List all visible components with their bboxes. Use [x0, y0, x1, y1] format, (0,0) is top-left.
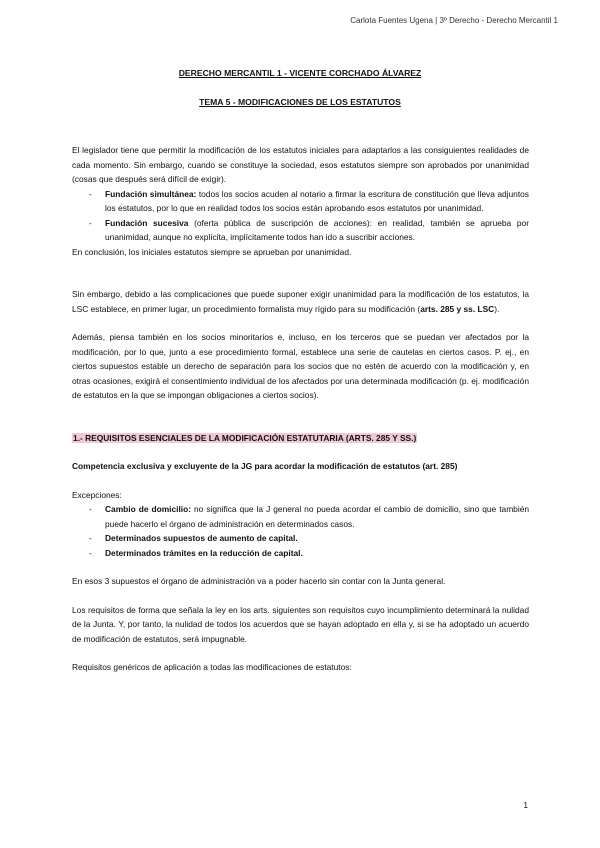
section-heading: 1.- REQUISITOS ESENCIALES DE LA MODIFICACIÓN ESTATUTARIA (ARTS. 285 Y SS.): [73, 432, 417, 443]
topic-title: TEMA 5 - MODIFICACIONES DE LOS ESTATUTOS: [199, 97, 401, 107]
exceptions-label: Excepciones:: [72, 489, 122, 500]
page-number: 1: [523, 800, 528, 810]
running-header: Carlota Fuentes Ugena | 3º Derecho - Derecho Mercantil 1: [350, 16, 558, 25]
list-item: [72, 216, 529, 245]
section-heading-line: [72, 431, 529, 446]
foundation-list: [72, 187, 529, 245]
bullet-term: Cambio de domicilio:: [105, 504, 192, 514]
nullity-paragraph: Los requisitos de forma que señala la ley en los arts. siguientes son requisitos cuyo incumplimiento determinará la nulidad de la Junta. Y, por tanto, la nulidad de todos los acuerdos que se hayan adoptado en ella y, si se ha adoptado un acuerdo de modificación de estatutos, será impugnable.: [72, 604, 529, 644]
conclusion-paragraph: En conclusión, los iniciales estatutos siempre se aprueban por unanimidad.: [72, 246, 352, 257]
list-item: [72, 531, 529, 546]
list-item: [72, 187, 529, 216]
legal-reference: arts. 285 y ss. LSC: [420, 303, 495, 314]
exceptions-list: [72, 502, 529, 560]
admin-organ-paragraph: En esos 3 supuestos el órgano de administración va a poder hacerlo sin contar con la Junta general.: [72, 576, 446, 586]
minority-paragraph: Además, piensa también en los socios minoritarios e, incluso, en los terceros que se puedan ver afectados por la modificación, por lo que, junto a ese procedimiento formal, establece una serie de cautelas en ciertos casos. P. ej., en ciertos supuestos estable un derecho de separación para los socios que no estén de acuerdo con la modificación y, en otras ocasiones, exigirá el consentimiento individual de los afectados por una determinada modificación (p. ej. modificación de estatutos en la que se impongan obligaciones a ciertos socios).: [72, 332, 529, 400]
bullet-term: Determinados supuestos de aumento de capital.: [105, 533, 298, 543]
bullet-text: (oferta pública de suscripción de acciones): en realidad, también se aprueba por unanimidad, aunque no explícita, implícitamente todos han ido a suscribir acciones.: [105, 217, 529, 242]
bullet-text: no significa que la J general no pueda acordar el cambio de domicilio, sino que también puede hacerlo el órgano de administración en determinados casos.: [105, 504, 530, 529]
procedure-text-end: ).: [494, 303, 500, 314]
bullet-dash: -: [89, 504, 92, 514]
bullet-term: Fundación sucesiva: [105, 217, 189, 228]
intro-paragraph: El legislador tiene que permitir la modificación de los estatutos iniciales para adaptarlos a las consiguientes realidades de cada momento. Sin embargo, cuando se constituye la sociedad, esos estatutos siempre son aprobados por unanimidad (cosas que después será difícil de exigir).: [72, 145, 529, 184]
bullet-term: Fundación simultánea:: [105, 188, 197, 199]
list-item: [72, 546, 529, 561]
bullet-term: Determinados trámites en la reducción de capital.: [105, 547, 303, 558]
course-title: DERECHO MERCANTIL 1 - VICENTE CORCHADO ÁLVAREZ: [178, 68, 422, 78]
section-subheading: Competencia exclusiva y excluyente de la JG para acordar la modificación de estatutos (art. 285): [72, 461, 458, 471]
bullet-dash: -: [89, 547, 92, 558]
procedure-paragraph: [72, 287, 529, 316]
procedure-text: Sin embargo, debido a las complicaciones que puede suponer exigir unanimidad para la modificación de los estatutos, la LSC establece, en primer lugar, un procedimiento formalista muy rígido para su modificación (: [72, 289, 529, 314]
bullet-text: todos los socios acuden al notario a firmar la escritura de constitución que lleva adjuntos los estatutos, por lo que en realidad todos los socios están aprobando esos estatutos por unanimidad.: [105, 188, 529, 213]
document-body: [72, 143, 529, 675]
generic-requirements-paragraph: Requisitos genéricos de aplicación a todas las modificaciones de estatutos:: [72, 662, 352, 672]
bullet-dash: -: [89, 533, 92, 543]
bullet-dash: -: [89, 188, 92, 199]
bullet-dash: -: [89, 217, 92, 228]
list-item: [72, 502, 529, 531]
